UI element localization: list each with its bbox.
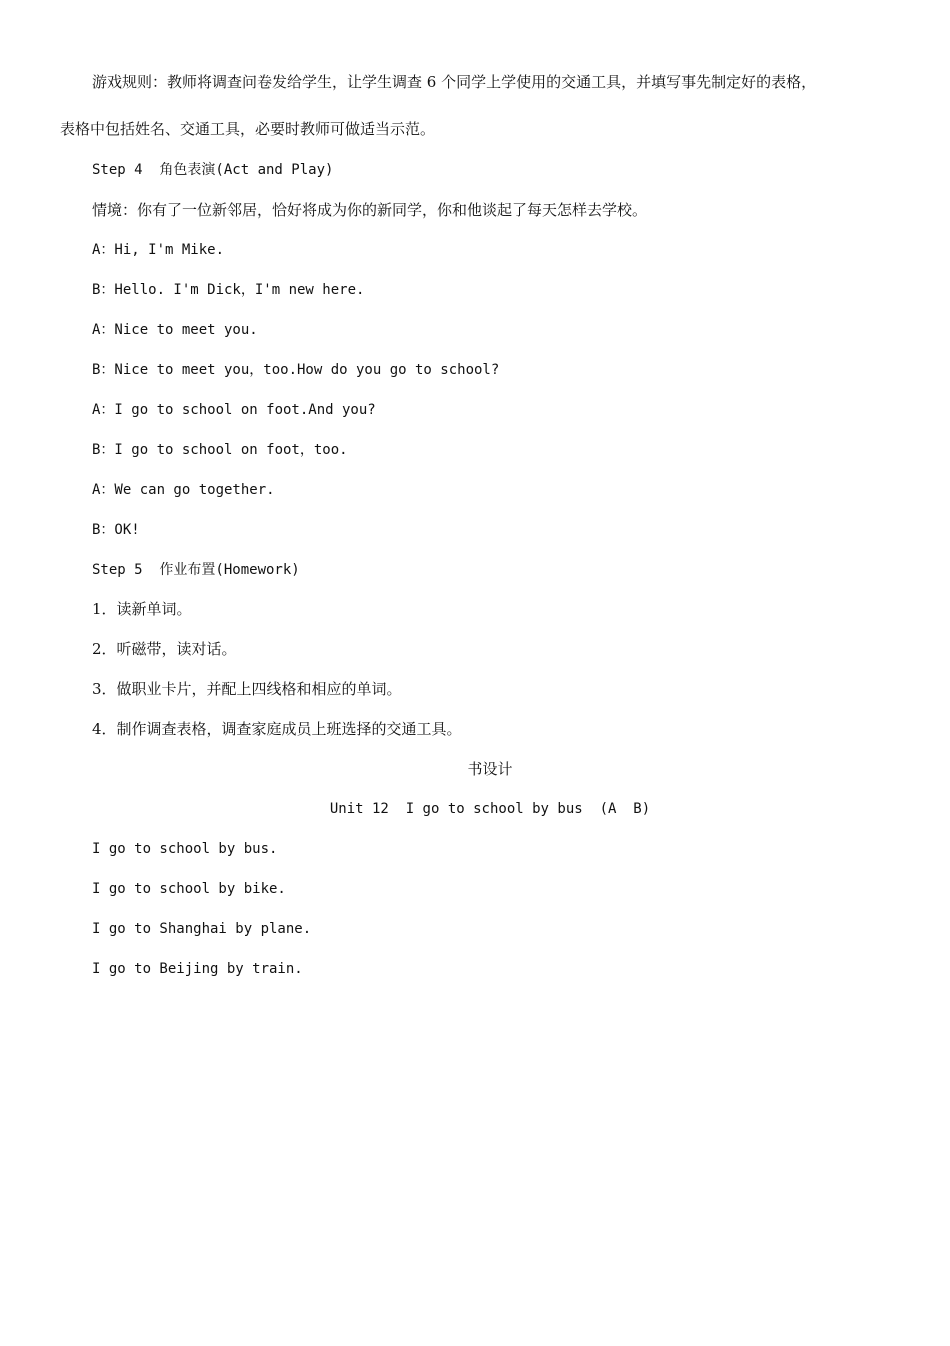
step4-heading: Step 4 角色表演(Act and Play) <box>92 162 334 178</box>
step5-heading: Step 5 作业布置(Homework) <box>92 562 300 578</box>
situation-text: 情境：你有了一位新邻居，恰好将成为你的新同学，你和他谈起了每天怎样去学校。 <box>92 201 648 219</box>
homework-item: 3．做职业卡片，并配上四线格和相应的单词。 <box>92 680 402 698</box>
board-sentence: I go to school by bike. <box>92 881 286 897</box>
dialogue-line: B：Hello. I'm Dick，I'm new here. <box>92 282 365 298</box>
board-design-title: 书设计 <box>467 760 513 778</box>
game-rules-text: 游戏规则：教师将调查问卷发给学生，让学生调查 6 个同学上学使用的交通工具，并填写事先制定好的表格， <box>92 73 817 91</box>
board-sentence: I go to school by bus. <box>92 841 278 857</box>
homework-item: 2．听磁带，读对话。 <box>92 640 237 658</box>
game-rules-text-continued: 表格中包括姓名、交通工具，必要时教师可做适当示范。 <box>60 120 436 138</box>
dialogue-line: A：Hi, I'm Mike. <box>92 242 225 258</box>
dialogue-line: A：Nice to meet you. <box>92 322 258 338</box>
board-sentence: I go to Beijing by train. <box>92 961 303 977</box>
board-sentence: I go to Shanghai by plane. <box>92 921 312 937</box>
dialogue-line: B：I go to school on foot，too. <box>92 442 348 458</box>
dialogue-line: A：I go to school on foot.And you? <box>92 402 376 418</box>
dialogue-line: A：We can go together. <box>92 482 275 498</box>
board-unit-title: Unit 12 I go to school by bus (A B) <box>329 801 651 817</box>
dialogue-line: B：OK! <box>92 522 140 538</box>
homework-item: 1．读新单词。 <box>92 600 192 618</box>
dialogue-line: B：Nice to meet you，too.How do you go to school? <box>92 362 500 378</box>
homework-item: 4．制作调查表格，调查家庭成员上班选择的交通工具。 <box>92 720 462 738</box>
